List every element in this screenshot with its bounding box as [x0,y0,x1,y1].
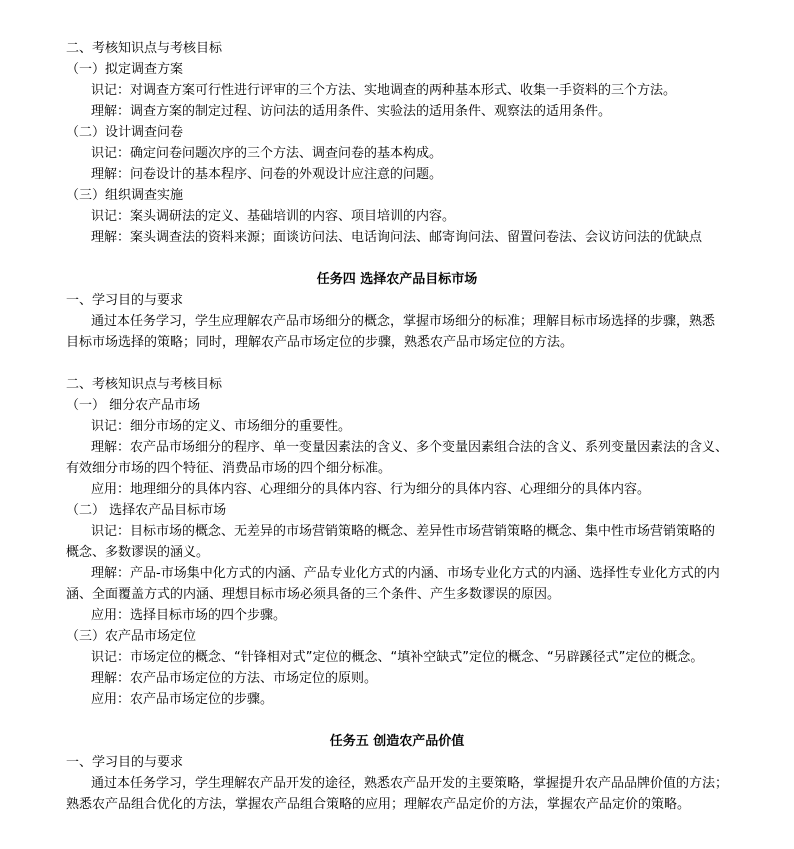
apply-text: 应用：农产品市场定位的步骤。 [91,692,274,707]
paragraph-line: 熟悉农产品组合优化的方法，掌握农产品组合策略的应用；理解农产品定价的方法，掌握农产品定价的策略。 [66,797,691,812]
recall-text: 识记：目标市场的概念、无差异的市场营销策略的概念、差异性市场营销策略的概念、集中性市场营销策略的 [91,524,716,539]
section-heading: 二、考核知识点与考核目标 [66,41,223,56]
section-heading: 一、学习目的与要求 [66,755,184,770]
paragraph-line: 通过本任务学习，学生理解农产品开发的途径，熟悉农产品开发的主要策略，掌握提升农产品品牌价值的方法； [91,776,729,791]
paragraph-line: 目标市场选择的策略；同时，理解农产品市场定位的步骤，熟悉农产品市场定位的方法。 [66,335,574,350]
subsection-title: （二）设计调查问卷 [66,125,184,140]
understand-text: 理解：案头调查法的资料来源；面谈访问法、电话询问法、邮寄询问法、留置问卷法、会议访问法的优缺点 [91,230,703,245]
paragraph-line: 通过本任务学习，学生应理解农产品市场细分的概念，掌握市场细分的标准；理解目标市场选择的步骤，熟悉 [91,314,716,329]
understand-text-cont: 涵、全面覆盖方式的内涵、理想目标市场必须具备的三个条件、产生多数谬误的原因。 [66,587,561,602]
recall-text: 识记：对调查方案可行性进行评审的三个方法、实地调查的两种基本形式、收集一手资料的三个方法。 [91,83,677,98]
apply-text: 应用：选择目标市场的四个步骤。 [91,608,287,623]
recall-text: 识记：市场定位的概念、“针锋相对式”定位的概念、“填补空缺式”定位的概念、“另辟蹊径式”定位的概念。 [91,650,704,665]
recall-text: 识记：细分市场的定义、市场细分的重要性。 [91,419,352,434]
section-heading: 一、学习目的与要求 [66,293,184,308]
recall-text-cont: 概念、多数谬误的涵义。 [66,545,210,560]
understand-text: 理解：产品-市场集中化方式的内涵、产品专业化方式的内涵、市场专业化方式的内涵、选择性专业化方式的内 [91,566,720,581]
understand-text: 理解：农产品市场定位的方法、市场定位的原则。 [91,671,378,686]
recall-text: 识记：确定问卷问题次序的三个方法、调查问卷的基本构成。 [91,146,443,161]
subsection-title: （三）农产品市场定位 [66,629,197,644]
apply-text: 应用：地理细分的具体内容、心理细分的具体内容、行为细分的具体内容、心理细分的具体内容。 [91,482,651,497]
task5-title: 任务五 创造农产品价值 [329,734,465,749]
subsection-title: （一）拟定调查方案 [66,62,184,77]
subsection-title: （三）组织调查实施 [66,188,184,203]
recall-text: 识记：案头调研法的定义、基础培训的内容、项目培训的内容。 [91,209,456,224]
understand-text-cont: 有效细分市场的四个特征、消费品市场的四个细分标准。 [66,461,392,476]
task4-title: 任务四 选择农产品目标市场 [316,272,478,287]
understand-text: 理解：农产品市场细分的程序、单一变量因素法的含义、多个变量因素组合法的含义、系列变量因素法的含义、 [91,440,729,455]
understand-text: 理解：问卷设计的基本程序、问卷的外观设计应注意的问题。 [91,167,443,182]
section-heading: 二、考核知识点与考核目标 [66,377,223,392]
subsection-title: （一） 细分农产品市场 [66,398,201,413]
subsection-title: （二） 选择农产品目标市场 [66,503,227,518]
understand-text: 理解：调查方案的制定过程、访问法的适用条件、实验法的适用条件、观察法的适用条件。 [91,104,612,119]
